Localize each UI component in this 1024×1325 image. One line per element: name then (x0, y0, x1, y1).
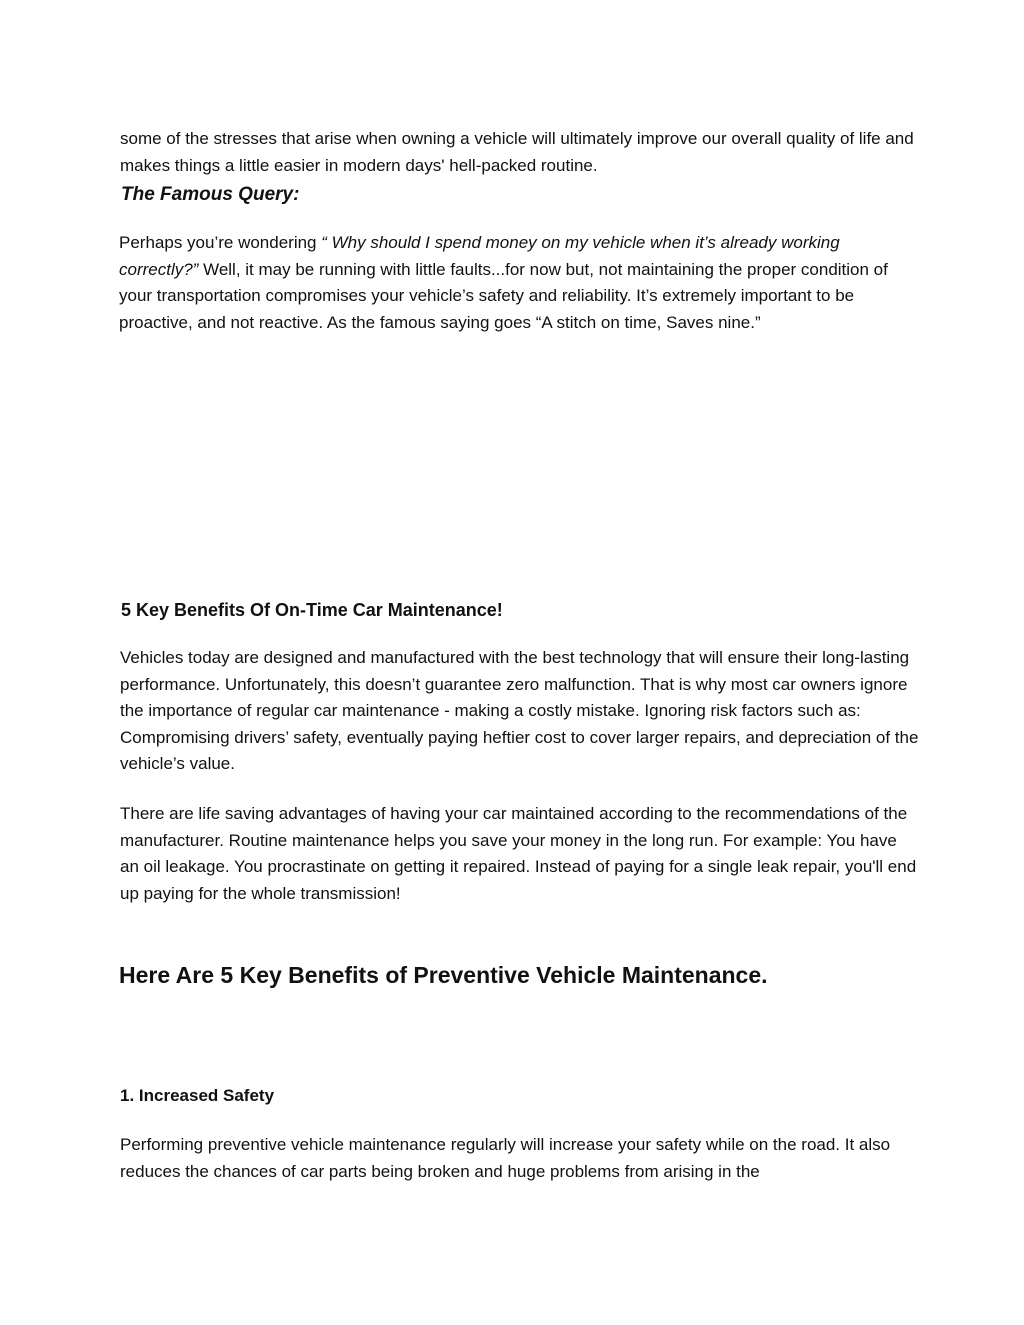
query-lead-text: Perhaps you’re wondering (119, 233, 322, 252)
benefits-paragraph-2: There are life saving advantages of having your car maintained according to the recommendations of the manufacturer. Routine maintenance helps you save your money in the long run. For example: You have an oil leakage. You procrastinate on getting it repaired. Instead of paying for a single leak repair, you'll end up paying for the whole transmission! (120, 804, 917, 903)
benefits-paragraph-1: Vehicles today are designed and manufactured with the best technology that will ensure their long-lasting performance. Unfortunately, this doesn’t guarantee zero malfunction. That is why most car owners ignore the importance of regular car maintenance - making a costly mistake. Ignoring risk factors such as: Compromising drivers’ safety, eventually paying heftier cost to cover larger repairs, and depreciation of the vehicle’s value. (120, 648, 919, 773)
query-rest-text: Well, it may be running with little faults...for now but, not maintaining the proper condition of your transportation compromises your vehicle’s safety and reliability. It’s extremely important to be proactive, and not reactive. As the famous saying goes “A stitch on time, Saves nine.” (119, 259, 888, 332)
preventive-maintenance-heading: Here Are 5 Key Benefits of Preventive Vehicle Maintenance. (119, 962, 768, 988)
increased-safety-heading: 1. Increased Safety (120, 1086, 275, 1105)
query-italic-question: “ Why should I spend money on my vehicle when it’s already working correctly?” (119, 233, 840, 279)
famous-query-paragraph (119, 230, 919, 336)
increased-safety-paragraph: Performing preventive vehicle maintenance regularly will increase your safety while on the road. It also reduces the chances of car parts being broken and huge problems from arising in the (120, 1135, 891, 1181)
famous-query-heading: The Famous Query: (121, 184, 300, 205)
benefits-heading: 5 Key Benefits Of On-Time Car Maintenance! (121, 600, 503, 620)
intro-paragraph: some of the stresses that arise when owning a vehicle will ultimately improve our overall quality of life and makes things a little easier in modern days' hell-packed routine. (120, 129, 914, 175)
